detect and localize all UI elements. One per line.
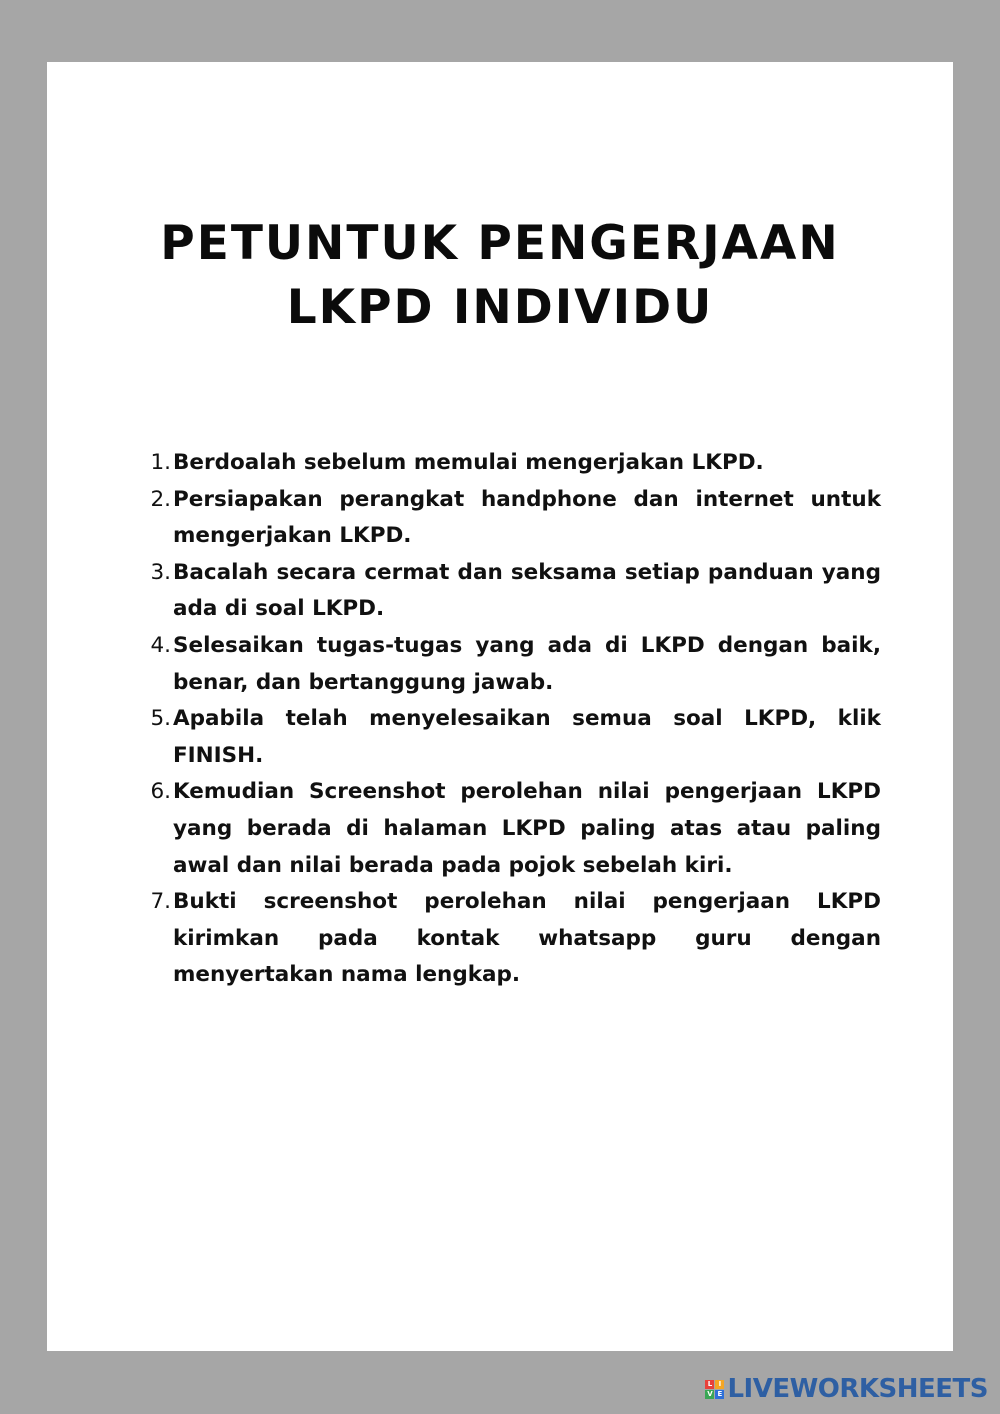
liveworksheets-watermark (705, 1374, 988, 1404)
instruction-item (147, 445, 881, 482)
instruction-text: Apabila telah menyelesaikan semua soal LKPD, klik FINISH. (173, 706, 881, 768)
logo-letter-v: V (707, 1389, 713, 1398)
instruction-number: 2. (150, 486, 171, 512)
instruction-number: 7. (150, 889, 171, 915)
title-line-2: LKPD INDIVIDU (286, 280, 714, 335)
instruction-text: Persiapakan perangkat handphone dan internet untuk mengerjakan LKPD. (173, 486, 881, 549)
watermark-text: LIVEWORKSHEETS (727, 1374, 988, 1404)
instruction-text: Kemudian Screenshot perolehan nilai pengerjaan LKPD yang berada di halaman LKPD paling atas atau paling awal dan nilai berada pada pojok sebelah kiri. (173, 779, 881, 878)
instruction-text: Selesaikan tugas-tugas yang ada di LKPD dengan baik, benar, dan bertanggung jawab. (173, 632, 881, 695)
worksheet-page (47, 62, 953, 1351)
logo-letter-l: L (705, 1380, 714, 1389)
instruction-list (147, 445, 881, 994)
instruction-number: 6. (150, 779, 171, 805)
instruction-text: Bacalah secara cermat dan seksama setiap panduan yang ada di soal LKPD. (173, 559, 881, 622)
instruction-item (147, 482, 881, 555)
page-title (47, 212, 953, 340)
instruction-text: Bukti screenshot perolehan nilai pengerjaan LKPD kirimkan pada kontak whatsapp guru dengan menyertakan nama lengkap. (173, 889, 881, 988)
instruction-number: 1. (150, 450, 171, 475)
instruction-item (147, 555, 881, 628)
instruction-text: Berdoalah sebelum memulai mengerjakan LKPD. (173, 450, 764, 475)
instruction-number: 4. (150, 632, 171, 658)
liveworksheets-logo-icon (705, 1380, 724, 1399)
logo-letter-i: I (715, 1380, 724, 1389)
title-line-1: PETUNTUK PENGERJAAN (160, 216, 840, 271)
instruction-number: 3. (150, 559, 171, 585)
instruction-item (147, 774, 881, 884)
logo-letter-e: E (715, 1390, 724, 1399)
instruction-number: 5. (150, 706, 171, 732)
instruction-item (147, 628, 881, 701)
instruction-item (147, 701, 881, 774)
instruction-item (147, 884, 881, 994)
